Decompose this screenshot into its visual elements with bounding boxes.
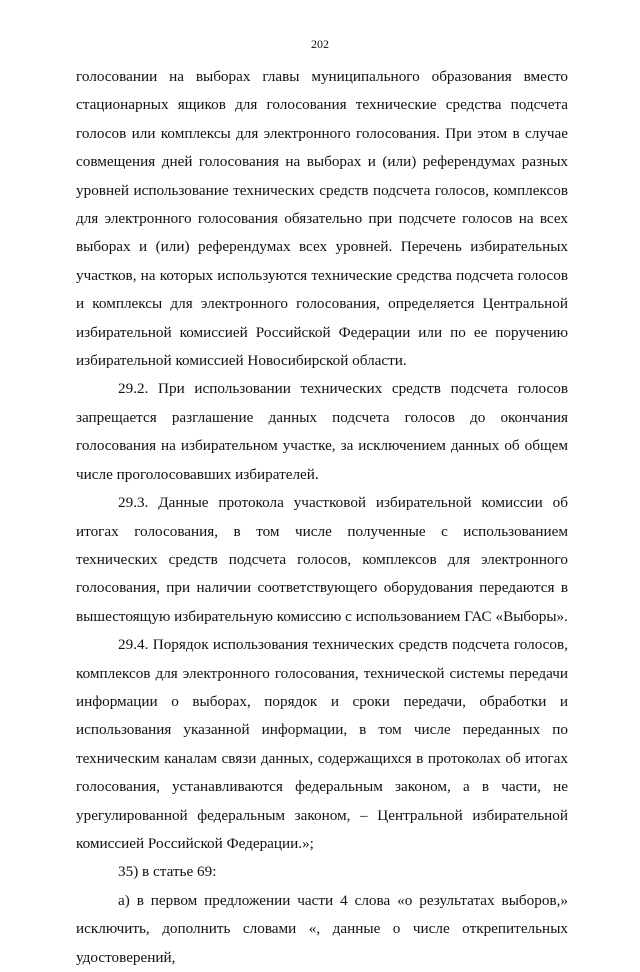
- paragraph-continuation: голосовании на выборах главы муниципального образования вместо стационарных ящиков для голосования технические средства подсчета голосов или комплексы для электронного голосования. При этом в случае совмещения дней голосования на выборах и (или) референдумах разных уровней использование технических средств подсчета голосов, комплексов для электронного голосования обязательно при подсчете голосов на всех выборах и (или) референдумах всех уровней. Перечень избирательных участков, на которых используются технические средства подсчета голосов и комплексы для электронного голосования, определяется Центральной избирательной комиссией Российской Федерации или по ее поручению избирательной комиссией Новосибирской области.: [76, 68, 568, 370]
- paragraph-29-4: 29.4. Порядок использования технических средств подсчета голосов, комплексов для электронного голосования, технической системы передачи информации о выборах, порядок и сроки передачи, обработки и использования указанной информации, в том числе переданных по техническим каналам связи данных, содержащихся в протоколах об итогах голосования, устанавливаются федеральным законом, а в части, не урегулированной федеральным законом, – Центральной избирательной комиссией Российской Федерации.»;: [76, 636, 568, 852]
- paragraph-item-a: а) в первом предложении части 4 слова «о результатах выборов,» исключить, дополнить словами «, данные о числе открепительных удостоверений,: [76, 891, 568, 966]
- paragraph-29-3: 29.3. Данные протокола участковой избирательной комиссии об итогах голосования, в том числе полученные с использованием технических средств подсчета голосов, комплексов для электронного голосования, при наличии соответствующего оборудования передаются в вышестоящую избирательную комиссию с использованием ГАС «Выборы».: [76, 494, 568, 625]
- paragraph-item-35: 35) в статье 69:: [118, 863, 217, 881]
- document-body: [76, 63, 568, 972]
- page-number: 202: [311, 37, 329, 51]
- paragraph-29-2: 29.2. При использовании технических средств подсчета голосов запрещается разглашение данных подсчета голосов до окончания голосования на избирательном участке, за исключением данных об общем числе проголосовавших избирателей.: [76, 380, 568, 483]
